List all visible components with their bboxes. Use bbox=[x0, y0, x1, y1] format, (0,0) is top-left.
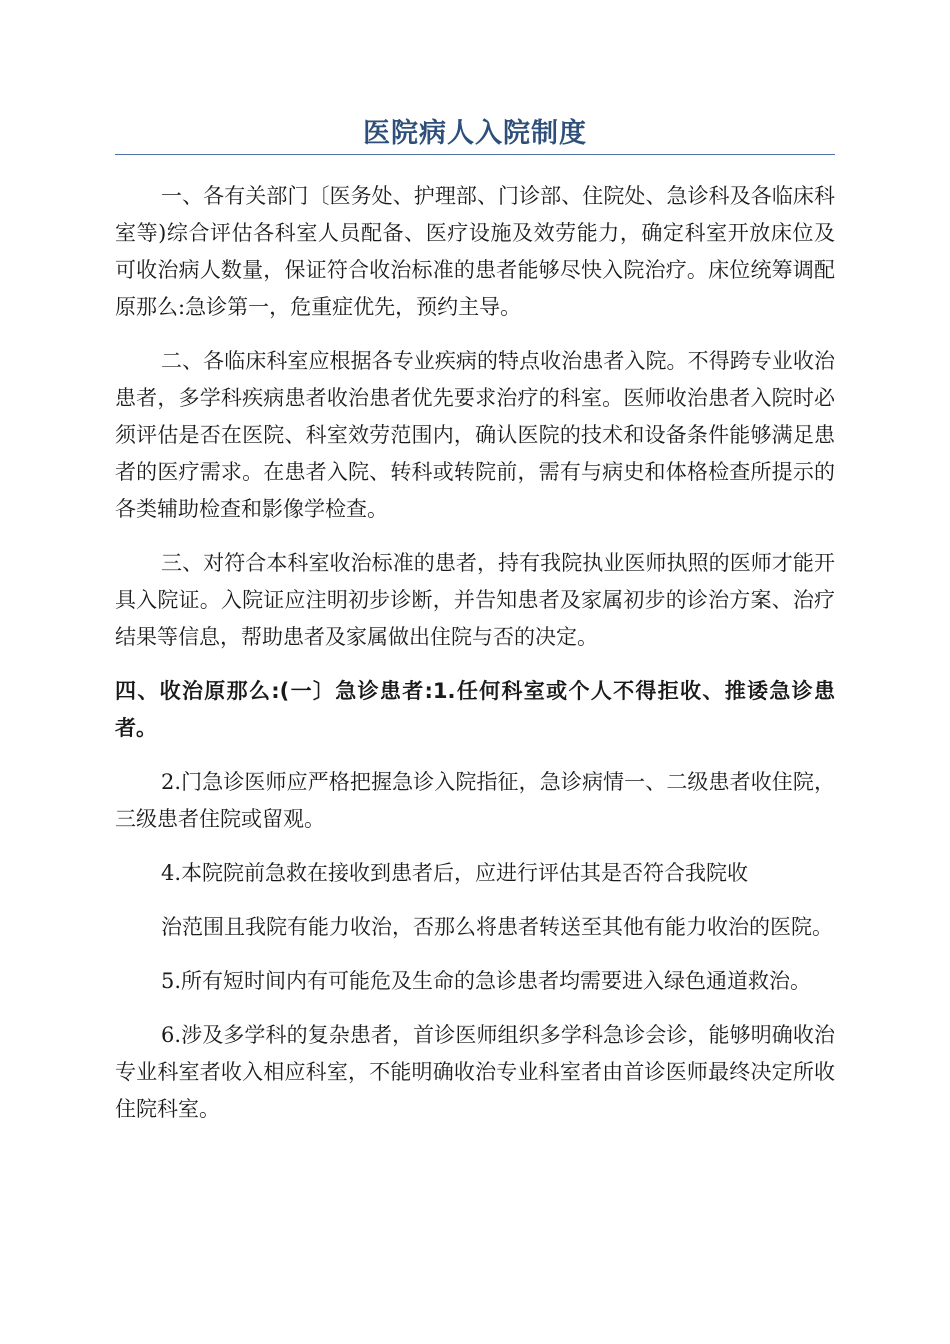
paragraph-item-4-continued: 治范围且我院有能力收治，否那么将患者转送至其他有能力收治的医院。 bbox=[161, 915, 833, 939]
paragraph-item-6: 6.涉及多学科的复杂患者，首诊医师组织多学科急诊会诊，能够明确收治专业科室者收入相应科室，不能明确收治专业科室者由首诊医师最终决定所收住院科室。 bbox=[115, 1023, 835, 1121]
paragraph-item-5: 5.所有短时间内有可能危及生命的急诊患者均需要进入绿色通道救治。 bbox=[161, 969, 812, 993]
paragraph-2: 二、各临床科室应根据各专业疾病的特点收治患者入院。不得跨专业收治患者，多学科疾病患者收治患者优先要求治疗的科室。医师收治患者入院时必须评估是否在医院、科室效劳范围内，确认医院的技术和设备条件能够满足患者的医疗需求。在患者入院、转科或转院前，需有与病史和体格检查所提示的各类辅助检查和影像学检查。 bbox=[115, 349, 835, 521]
paragraph-item-2: 2.门急诊医师应严格把握急诊入院指征，急诊病情一、二级患者收住院，三级患者住院或留观。 bbox=[115, 770, 835, 831]
document-body bbox=[115, 178, 835, 1145]
section-heading-admission-principles: 四、收治原那么:(一〕急诊患者:1.任何科室或个人不得拒收、推诿急诊患者。 bbox=[115, 679, 835, 740]
title-underline bbox=[115, 154, 835, 155]
paragraph-3: 三、对符合本科室收治标准的患者，持有我院执业医师执照的医师才能开具入院证。入院证应注明初步诊断，并告知患者及家属初步的诊治方案、治疗结果等信息，帮助患者及家属做出住院与否的决定。 bbox=[115, 551, 835, 649]
paragraph-1: 一、各有关部门〔医务处、护理部、门诊部、住院处、急诊科及各临床科室等)综合评估各科室人员配备、医疗设施及效劳能力，确定科室开放床位及可收治病人数量，保证符合收治标准的患者能够尽快入院治疗。床位统筹调配原那么:急诊第一，危重症优先，预约主导。 bbox=[115, 184, 835, 319]
document-title: 医院病人入院制度 bbox=[363, 118, 587, 149]
paragraph-item-4: 4.本院院前急救在接收到患者后，应进行评估其是否符合我院收 bbox=[161, 861, 749, 885]
